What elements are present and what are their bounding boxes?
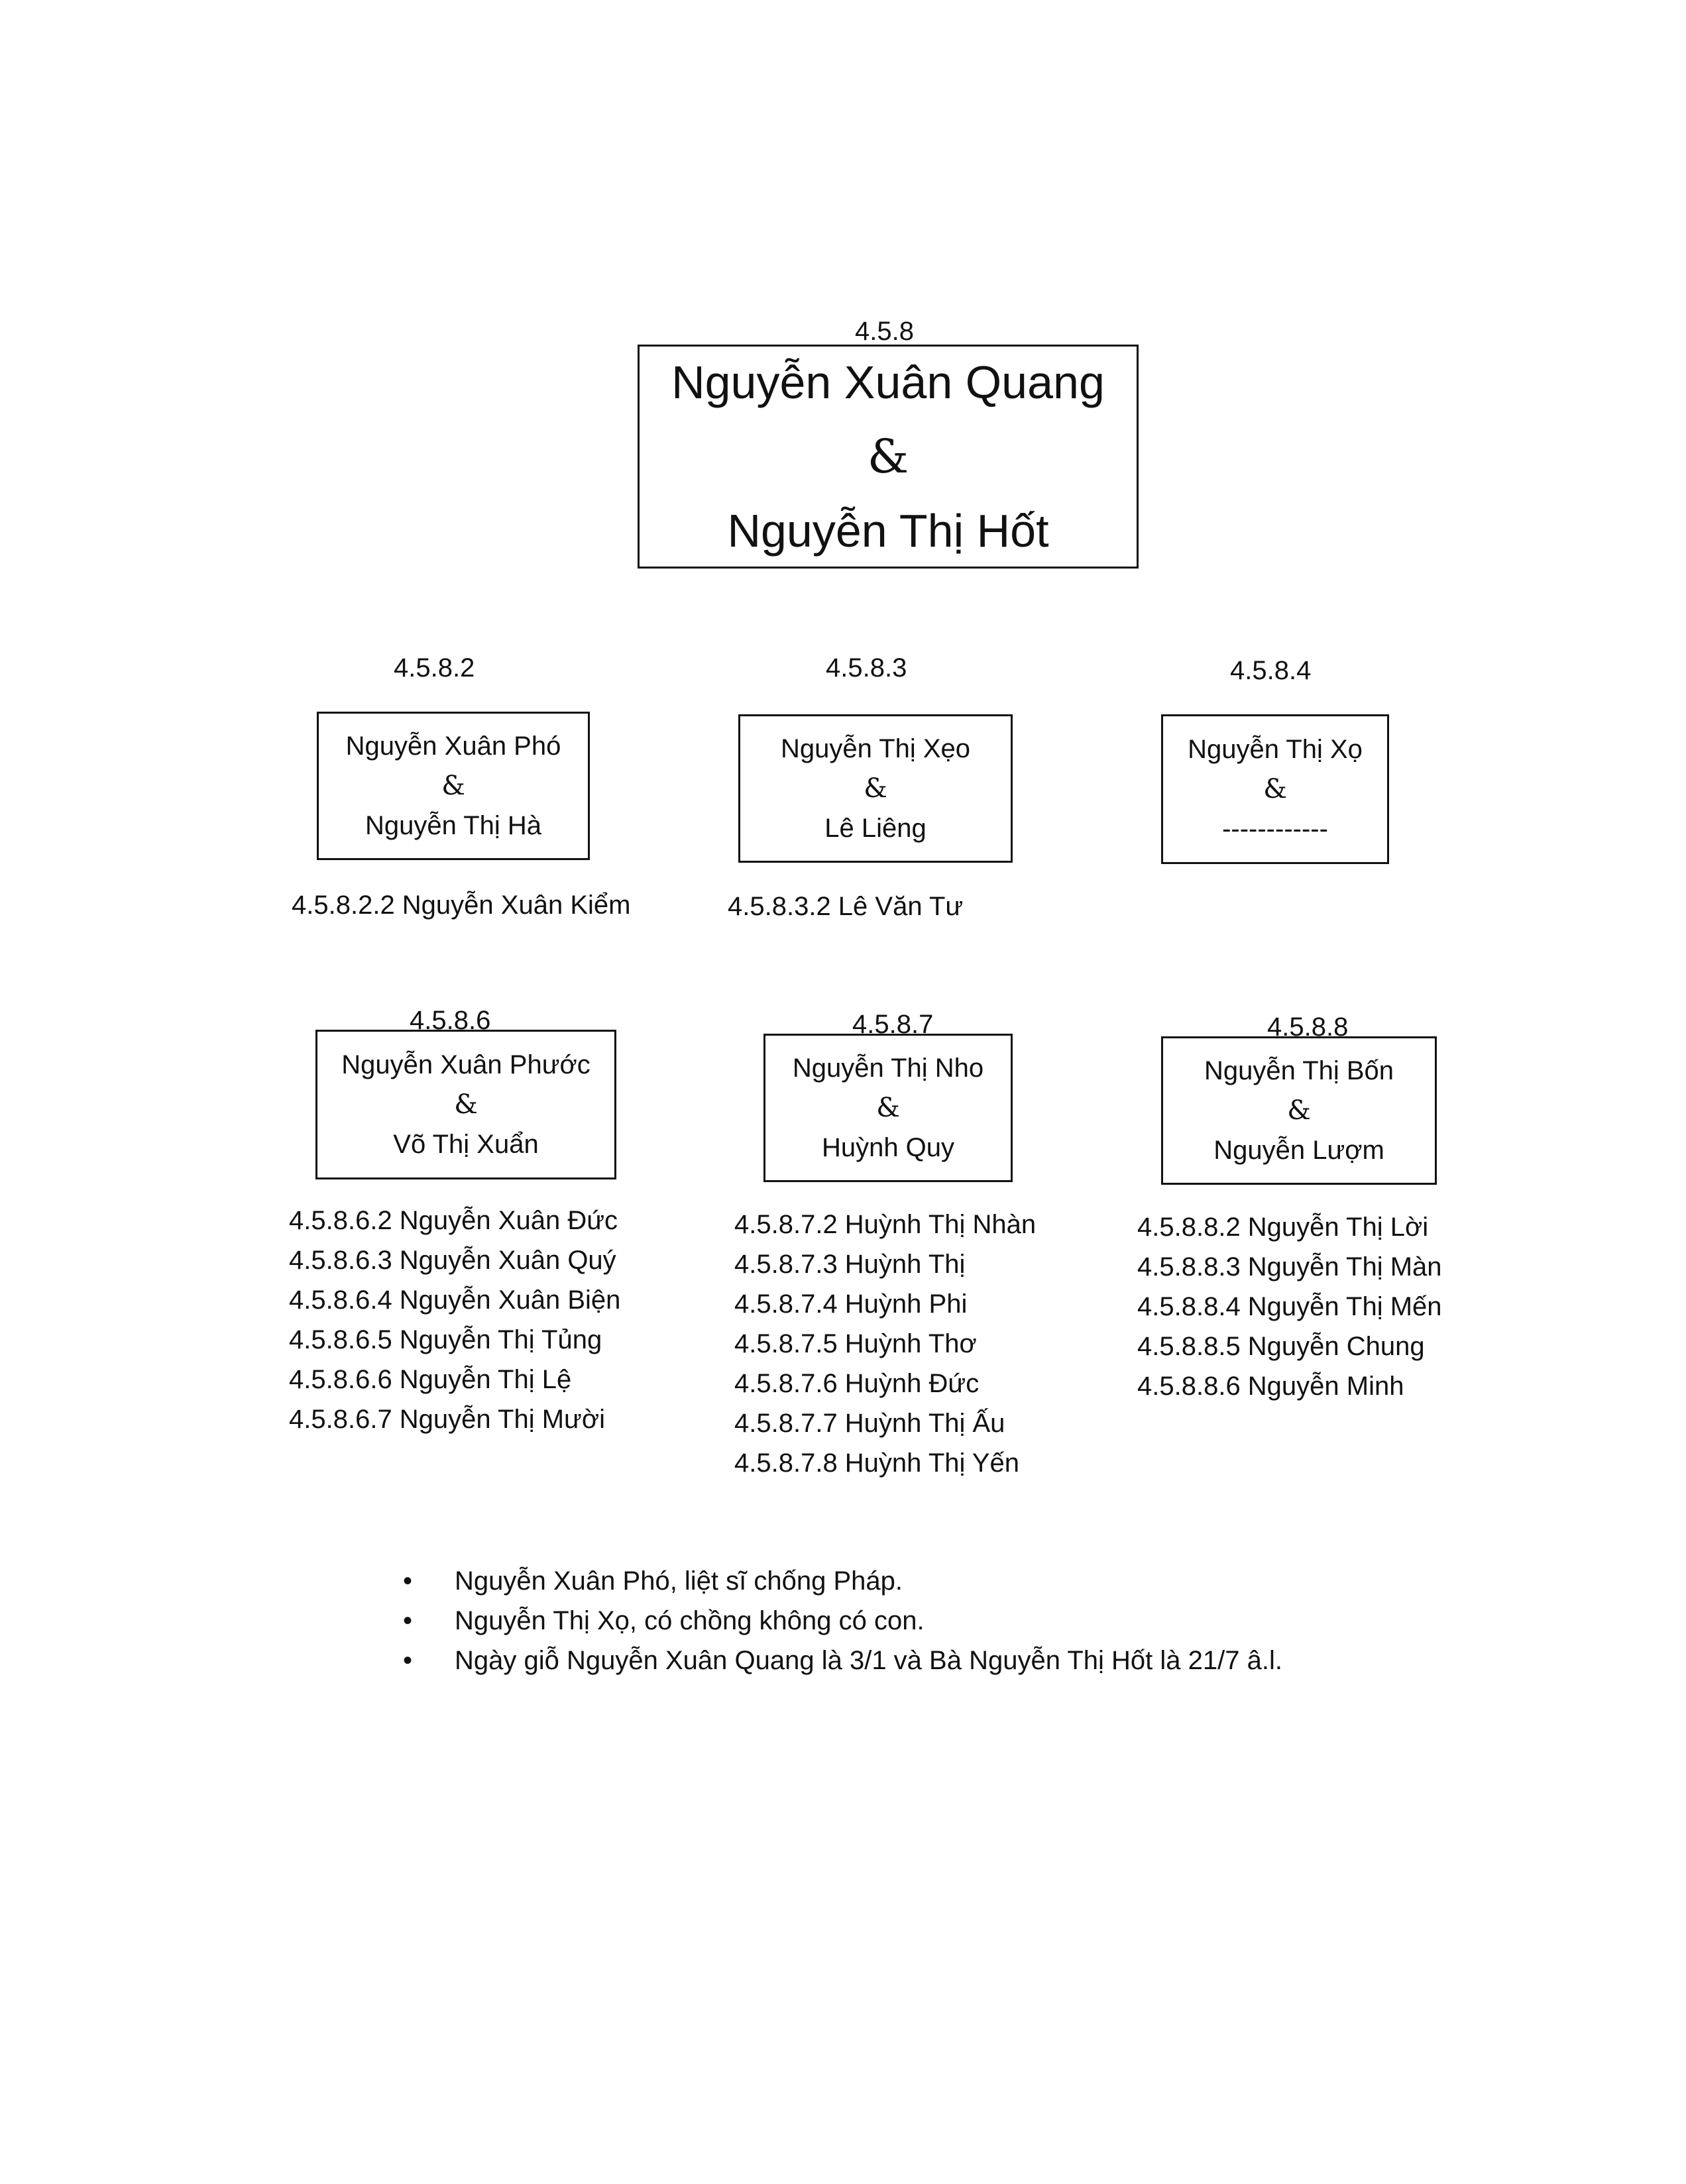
family-ampersand: & <box>1287 1095 1311 1126</box>
child-item: 4.5.8.7.2 Huỳnh Thị Nhàn <box>734 1210 1037 1239</box>
bullet-icon: • <box>403 1646 413 1675</box>
family-ampersand: & <box>441 771 465 801</box>
family-code-4582: 4.5.8.2 <box>394 653 475 682</box>
root-ampersand: & <box>867 429 909 484</box>
children-list-4586 <box>289 1201 620 1439</box>
child-item: 4.5.8.3.2 Lê Văn Tư <box>728 892 964 921</box>
root-wife: Nguyễn Thị Hốt <box>727 505 1049 557</box>
bullet-icon: • <box>403 1606 413 1635</box>
note-text: Nguyễn Xuân Phó, liệt sĩ chống Pháp. <box>455 1566 903 1596</box>
child-item: 4.5.8.6.2 Nguyễn Xuân Đức <box>289 1206 618 1235</box>
family-code-4586: 4.5.8.6 <box>410 1006 491 1035</box>
family-box-4587 <box>763 1034 1013 1182</box>
family-ampersand: & <box>864 773 887 804</box>
child-item: 4.5.8.8.6 Nguyễn Minh <box>1137 1372 1404 1401</box>
note-item <box>403 1641 1282 1680</box>
child-item: 4.5.8.6.5 Nguyễn Thị Tủng <box>289 1325 602 1354</box>
root-couple-box <box>638 345 1139 569</box>
child-item: 4.5.8.7.5 Huỳnh Thơ <box>734 1329 977 1358</box>
bullet-icon: • <box>403 1566 413 1596</box>
children-list-4587 <box>734 1205 1036 1483</box>
family-line2: Võ Thị Xuẩn <box>393 1130 539 1159</box>
family-code-4583: 4.5.8.3 <box>826 653 907 682</box>
child-item: 4.5.8.2.2 Nguyễn Xuân Kiểm <box>292 891 631 920</box>
child-item: 4.5.8.8.5 Nguyễn Chung <box>1137 1332 1425 1361</box>
child-item: 4.5.8.7.3 Huỳnh Thị <box>734 1250 966 1279</box>
family-line2: Nguyễn Lượm <box>1213 1136 1384 1165</box>
family-code-4588: 4.5.8.8 <box>1267 1012 1349 1042</box>
child-item: 4.5.8.8.4 Nguyễn Thị Mến <box>1137 1292 1442 1321</box>
family-code-4584: 4.5.8.4 <box>1230 656 1312 685</box>
note-text: Nguyễn Thị Xọ, có chồng không có con. <box>455 1606 925 1635</box>
family-ampersand: & <box>876 1093 900 1123</box>
root-husband: Nguyễn Xuân Quang <box>671 356 1105 408</box>
child-item: 4.5.8.7.4 Huỳnh Phi <box>734 1289 968 1319</box>
family-box-4588 <box>1161 1036 1437 1185</box>
family-line1: Nguyễn Thị Nho <box>792 1054 984 1083</box>
family-line1: Nguyễn Xuân Phước <box>341 1050 590 1079</box>
child-item: 4.5.8.7.7 Huỳnh Thị Ấu <box>734 1409 1005 1438</box>
family-box-4583 <box>738 714 1013 863</box>
child-item: 4.5.8.8.2 Nguyễn Thị Lời <box>1137 1213 1429 1242</box>
child-item: 4.5.8.6.4 Nguyễn Xuân Biện <box>289 1285 621 1315</box>
child-item: 4.5.8.6.3 Nguyễn Xuân Quý <box>289 1246 616 1275</box>
notes-list <box>403 1561 1282 1680</box>
child-item: 4.5.8.7.8 Huỳnh Thị Yến <box>734 1448 1019 1478</box>
family-line2: ------------ <box>1222 814 1328 844</box>
family-code-4587: 4.5.8.7 <box>852 1010 934 1039</box>
child-item: 4.5.8.6.6 Nguyễn Thị Lệ <box>289 1365 572 1394</box>
child-item: 4.5.8.6.7 Nguyễn Thị Mười <box>289 1405 605 1434</box>
children-list-4583 <box>728 887 963 926</box>
family-box-4584 <box>1161 714 1389 864</box>
family-line2: Nguyễn Thị Hà <box>365 811 542 840</box>
family-line1: Nguyễn Xuân Phó <box>345 732 561 761</box>
children-list-4588 <box>1137 1207 1442 1406</box>
note-item <box>403 1561 1282 1601</box>
family-box-4586 <box>315 1030 616 1179</box>
family-box-4582 <box>317 712 590 860</box>
family-line1: Nguyễn Thị Xọ <box>1188 735 1363 764</box>
children-list-4582 <box>292 885 630 925</box>
family-line2: Huỳnh Quy <box>821 1133 955 1162</box>
family-ampersand: & <box>1263 774 1287 804</box>
root-code: 4.5.8 <box>855 317 914 346</box>
child-item: 4.5.8.7.6 Huỳnh Đức <box>734 1369 980 1398</box>
family-line1: Nguyễn Thị Bốn <box>1204 1056 1394 1085</box>
note-text: Ngày giỗ Nguyễn Xuân Quang là 3/1 và Bà Nguyễn Thị Hốt là 21/7 â.l. <box>455 1646 1282 1675</box>
child-item: 4.5.8.8.3 Nguyễn Thị Màn <box>1137 1252 1442 1282</box>
family-line1: Nguyễn Thị Xẹo <box>780 734 971 763</box>
note-item <box>403 1601 1282 1641</box>
family-line2: Lê Liêng <box>824 814 927 843</box>
family-ampersand: & <box>454 1089 478 1120</box>
